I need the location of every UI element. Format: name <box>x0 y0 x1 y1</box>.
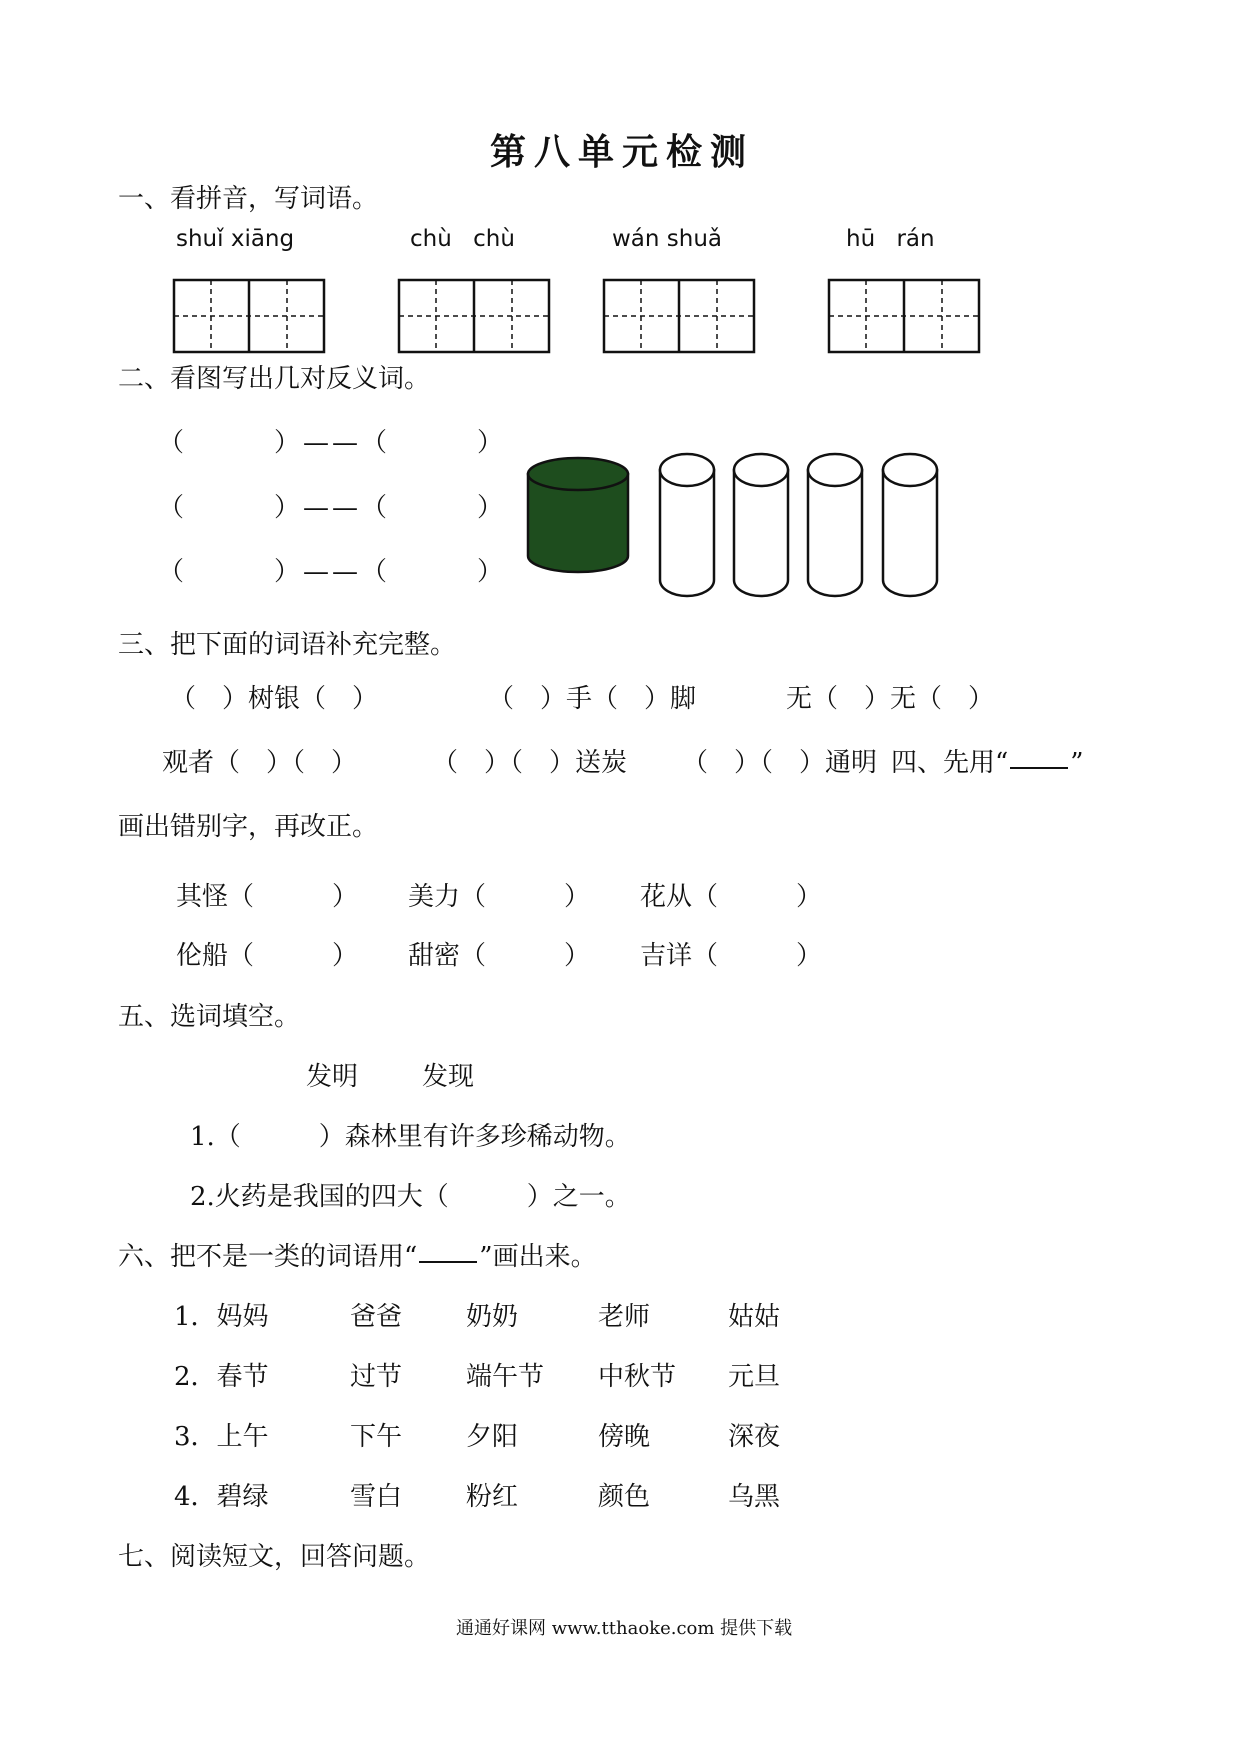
word-row-1-item-2[interactable]: 爸爸 <box>350 1302 403 1332</box>
underline-mark <box>419 1261 477 1263</box>
section-6-heading-pre: 六、把不是一类的词语用“ <box>118 1242 418 1272</box>
pinyin-1: shuǐ xiāng <box>176 226 295 252</box>
word-row-1-item-3[interactable]: 奶奶 <box>466 1302 519 1332</box>
word-row-1-item-1[interactable]: 1．妈妈 <box>174 1302 269 1332</box>
thin-cylinder-4 <box>883 454 937 596</box>
word-row-3-item-4[interactable]: 傍晚 <box>598 1422 651 1452</box>
typo-item-4[interactable]: 伦船（ ） <box>176 941 359 971</box>
word-row-2-item-1[interactable]: 2．春节 <box>174 1362 269 1392</box>
thin-cylinder-2 <box>734 454 788 596</box>
section-7-heading: 七、阅读短文，回答问题。 <box>118 1542 431 1572</box>
section-4-heading-post: ” <box>1070 748 1084 778</box>
word-row-1-item-5[interactable]: 姑姑 <box>728 1302 781 1332</box>
idiom-1[interactable]: （ ）树银（ ） <box>170 684 379 714</box>
page-title: 第八单元检测 <box>490 132 755 173</box>
typo-item-3[interactable]: 花从（ ） <box>640 882 823 912</box>
fill-question-1[interactable]: 1.（ ）森林里有许多珍稀动物。 <box>190 1122 631 1152</box>
word-row-4-item-3[interactable]: 粉红 <box>466 1482 519 1512</box>
typo-item-5[interactable]: 甜密（ ） <box>408 941 591 971</box>
section-4-heading-cont: 画出错别字，再改正。 <box>118 812 379 842</box>
footer-credit: 通通好课网 www.tthaoke.com 提供下载 <box>456 1618 793 1639</box>
pinyin-4: hū rán <box>846 226 935 252</box>
word-row-3-item-1[interactable]: 3．上午 <box>174 1422 269 1452</box>
typo-item-6[interactable]: 吉详（ ） <box>640 941 823 971</box>
antonym-row-1[interactable]: （ ）——（ ） <box>158 428 507 458</box>
typo-item-1[interactable]: 其怪（ ） <box>176 882 359 912</box>
word-row-4-item-4[interactable]: 颜色 <box>598 1482 651 1512</box>
antonym-row-3[interactable]: （ ）——（ ） <box>158 557 507 587</box>
section-4-heading <box>891 742 1084 779</box>
word-row-3-item-2[interactable]: 下午 <box>350 1422 403 1452</box>
underline-mark <box>1010 767 1068 769</box>
word-row-2-item-2[interactable]: 过节 <box>350 1362 403 1392</box>
section-4-heading-pre: 四、先用“ <box>891 748 1009 778</box>
word-choice-1: 发明 <box>306 1062 359 1092</box>
idiom-4[interactable]: 观者（ ）（ ） <box>162 748 358 778</box>
word-row-4-item-5[interactable]: 乌黑 <box>728 1482 781 1512</box>
idiom-5[interactable]: （ ）（ ）送炭 <box>432 748 628 778</box>
word-row-4-item-1[interactable]: 4．碧绿 <box>174 1482 269 1512</box>
thin-cylinder-1 <box>660 454 714 596</box>
word-row-2-item-5[interactable]: 元旦 <box>728 1362 781 1392</box>
cylinders-illustration <box>0 0 1240 620</box>
word-row-1-item-4[interactable]: 老师 <box>598 1302 651 1332</box>
idiom-6[interactable]: （ ）（ ）通明 <box>682 748 878 778</box>
word-row-3-item-5[interactable]: 深夜 <box>728 1422 781 1452</box>
antonym-row-2[interactable]: （ ）——（ ） <box>158 493 507 523</box>
word-row-3-item-3[interactable]: 夕阳 <box>466 1422 519 1452</box>
typo-item-2[interactable]: 美力（ ） <box>408 882 591 912</box>
word-row-2-item-3[interactable]: 端午节 <box>466 1362 545 1392</box>
section-6-heading <box>118 1236 597 1273</box>
fill-question-2[interactable]: 2.火药是我国的四大（ ）之一。 <box>190 1182 631 1212</box>
thick-cylinder <box>528 458 628 572</box>
section-3-heading: 三、把下面的词语补充完整。 <box>118 630 457 660</box>
word-row-2-item-4[interactable]: 中秋节 <box>598 1362 677 1392</box>
thin-cylinder-3 <box>808 454 862 596</box>
section-5-heading: 五、选词填空。 <box>118 1002 301 1032</box>
word-choice-2: 发现 <box>422 1062 475 1092</box>
pinyin-3: wán shuǎ <box>612 226 723 252</box>
section-2-heading: 二、看图写出几对反义词。 <box>118 364 431 394</box>
pinyin-2: chù chù <box>410 226 515 252</box>
section-6-heading-post: ”画出来。 <box>479 1242 597 1272</box>
idiom-3[interactable]: 无（ ）无（ ） <box>786 684 995 714</box>
word-row-4-item-2[interactable]: 雪白 <box>350 1482 403 1512</box>
idiom-2[interactable]: （ ）手（ ）脚 <box>488 684 697 714</box>
section-1-heading: 一、看拼音，写词语。 <box>118 184 379 214</box>
